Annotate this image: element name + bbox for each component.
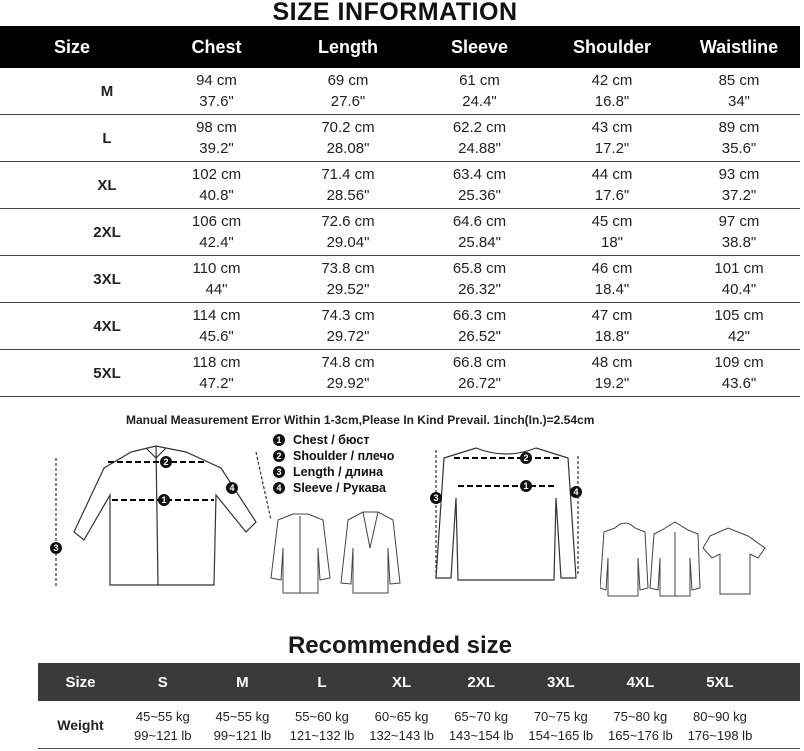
length-cell <box>283 70 413 112</box>
waist-inch: 43.6" <box>721 375 757 392</box>
rec-header-l: L <box>317 673 327 691</box>
waist-inch: 42" <box>727 328 750 345</box>
length-inch: 29.92" <box>326 375 370 392</box>
chest-cm: 98 cm <box>196 119 237 136</box>
sleeve-inch: 24.4" <box>462 93 497 110</box>
waist-inch: 34" <box>727 93 750 110</box>
shoulder-inch: 17.2" <box>594 140 630 157</box>
sleeve-cell <box>413 211 546 253</box>
shoulder-cm: 46 cm <box>591 260 633 277</box>
size-label: M <box>100 82 114 100</box>
waist-cell <box>678 352 800 394</box>
weight-kg: 60~65 kg <box>374 708 429 724</box>
header-chest: Chest <box>191 36 242 57</box>
table-row <box>0 303 800 350</box>
shoulder-inch: 18" <box>600 234 623 251</box>
waist-cell <box>678 117 800 159</box>
length-inch: 28.08" <box>326 140 370 157</box>
length-cell <box>283 258 413 300</box>
waist-cm: 101 cm <box>714 260 764 277</box>
page-title: SIZE INFORMATION <box>272 0 518 26</box>
sleeve-inch: 24.88" <box>458 140 501 157</box>
rec-header-5xl: 5XL <box>706 673 734 691</box>
length-cm: 74.3 cm <box>321 307 375 324</box>
table-row <box>0 209 800 256</box>
shirt-measurement-illustration <box>46 440 274 600</box>
shoulder-cell <box>546 352 678 394</box>
shoulder-cm: 47 cm <box>591 307 633 324</box>
length-cell <box>283 211 413 253</box>
chest-cell <box>150 305 283 347</box>
sleeve-cm: 61 cm <box>459 72 500 89</box>
waist-cell <box>678 164 800 206</box>
table-row <box>0 256 800 303</box>
marker-4-label: 4 <box>229 483 235 493</box>
legend-text: Shoulder / плечо <box>293 449 395 463</box>
rec-header-m: M <box>236 673 249 691</box>
marker-1-label: 1 <box>161 495 167 505</box>
weight-lb: 165~176 lb <box>608 727 673 743</box>
shoulder-cm: 43 cm <box>591 119 633 136</box>
weight-kg: 80~90 kg <box>693 708 747 724</box>
weight-lb: 143~154 lb <box>448 727 514 743</box>
number-2-icon: 2 <box>273 450 285 462</box>
garment-sketches <box>600 518 770 598</box>
size-label: 2XL <box>93 223 121 241</box>
header-length: Length <box>318 36 378 57</box>
sleeve-inch: 26.32" <box>458 281 501 298</box>
table-row <box>0 68 800 115</box>
shoulder-cm: 48 cm <box>591 354 633 371</box>
legend-item <box>273 432 394 448</box>
length-cm: 73.8 cm <box>321 260 375 277</box>
sleeve-cm: 63.4 cm <box>452 166 507 183</box>
legend-text: Length / длина <box>293 465 384 479</box>
waist-inch: 35.6" <box>721 140 757 157</box>
table-row <box>0 350 800 397</box>
rec-header-3xl: 3XL <box>547 673 575 691</box>
weight-kg: 70~75 kg <box>533 708 588 724</box>
waist-inch: 37.2" <box>721 187 757 204</box>
weight-lb: 99~121 lb <box>213 727 272 743</box>
shoulder-cm: 44 cm <box>591 166 633 183</box>
sleeve-inch: 25.84" <box>458 234 501 251</box>
table-row <box>0 162 800 209</box>
chest-cell <box>150 258 283 300</box>
length-cell <box>283 352 413 394</box>
shoulder-inch: 17.6" <box>594 187 630 204</box>
header-sleeve: Sleeve <box>450 36 509 57</box>
chest-cm: 114 cm <box>192 307 241 324</box>
length-inch: 29.52" <box>326 281 370 298</box>
waist-inch: 40.4" <box>721 281 757 298</box>
measurement-legend <box>273 432 394 496</box>
sleeve-cm: 66.8 cm <box>452 354 507 371</box>
rec-header-2xl: 2XL <box>467 673 495 691</box>
chest-inch: 45.6" <box>199 328 234 345</box>
shoulder-inch: 18.8" <box>594 328 630 345</box>
recommended-weight-row <box>38 703 800 749</box>
waist-cell <box>678 211 800 253</box>
recommended-size-title: Recommended size <box>287 632 513 659</box>
chest-inch: 37.6" <box>199 93 234 110</box>
length-cm: 74.8 cm <box>321 354 375 371</box>
weight-kg: 45~55 kg <box>135 708 190 724</box>
weight-cell <box>203 707 283 745</box>
chest-inch: 39.2" <box>199 140 234 157</box>
marker-4-label: 4 <box>573 487 579 497</box>
chest-cm: 94 cm <box>196 72 237 89</box>
sleeve-cell <box>413 164 546 206</box>
marker-2-label: 2 <box>163 457 169 467</box>
chest-inch: 44" <box>205 281 228 298</box>
marker-2-label: 2 <box>523 453 529 463</box>
weight-lb: 154~165 lb <box>528 727 594 743</box>
chest-cm: 110 cm <box>192 260 241 277</box>
waist-cell <box>678 70 800 112</box>
sleeve-cell <box>413 305 546 347</box>
shoulder-cm: 45 cm <box>591 213 633 230</box>
sleeve-inch: 26.72" <box>458 375 501 392</box>
length-cm: 71.4 cm <box>321 166 375 183</box>
waist-inch: 38.8" <box>721 234 757 251</box>
length-cm: 69 cm <box>327 72 369 89</box>
size-table-header <box>0 26 800 68</box>
shoulder-cell <box>546 164 678 206</box>
shoulder-cell <box>546 258 678 300</box>
marker-3-label: 3 <box>53 543 59 553</box>
sleeve-inch: 25.36" <box>458 187 501 204</box>
header-shoulder: Shoulder <box>572 36 651 57</box>
chest-cell <box>150 352 283 394</box>
legend-item <box>273 448 394 464</box>
chest-cm: 106 cm <box>191 213 242 230</box>
size-label: XL <box>97 176 117 194</box>
chest-cell <box>150 70 283 112</box>
chest-cell <box>150 211 283 253</box>
weight-kg: 75~80 kg <box>613 708 668 724</box>
waist-cm: 105 cm <box>714 307 764 324</box>
waist-cm: 109 cm <box>714 354 764 371</box>
sleeve-cell <box>413 117 546 159</box>
chest-inch: 47.2" <box>199 375 234 392</box>
sleeve-cm: 65.8 cm <box>452 260 507 277</box>
legend-item <box>273 464 394 480</box>
number-1-icon: 1 <box>273 434 285 446</box>
shoulder-cell <box>546 211 678 253</box>
shoulder-cm: 42 cm <box>591 72 633 89</box>
sleeve-cell <box>413 70 546 112</box>
sleeve-cell <box>413 352 546 394</box>
length-cm: 70.2 cm <box>321 119 375 136</box>
weight-cell <box>282 707 362 745</box>
sweater-measurement-illustration <box>426 438 594 588</box>
legend-text: Chest / бюст <box>293 433 370 447</box>
sleeve-cm: 62.2 cm <box>452 119 507 136</box>
waist-cm: 85 cm <box>718 72 760 89</box>
size-label: 4XL <box>93 317 121 335</box>
legend-text: Sleeve / Рукава <box>293 481 387 495</box>
waist-cm: 97 cm <box>718 213 760 230</box>
shoulder-cell <box>546 70 678 112</box>
length-inch: 29.04" <box>326 234 370 251</box>
sleeve-cm: 66.3 cm <box>452 307 507 324</box>
length-inch: 28.56" <box>326 187 370 204</box>
length-cell <box>283 164 413 206</box>
size-label: L <box>102 129 112 147</box>
weight-cell <box>680 707 760 745</box>
measurement-note: Manual Measurement Error Within 1-3cm,Please In Kind Prevail. 1inch(In.)=2.54cm <box>126 413 595 427</box>
weight-kg: 45~55 kg <box>215 708 270 724</box>
chest-cell <box>150 117 283 159</box>
shoulder-inch: 19.2" <box>594 375 630 392</box>
chest-inch: 40.8" <box>199 187 234 204</box>
weight-lb: 99~121 lb <box>134 727 192 743</box>
shoulder-cell <box>546 117 678 159</box>
weight-cell <box>521 707 601 745</box>
rec-header-xl: XL <box>391 673 412 691</box>
weight-lb: 132~143 lb <box>369 727 434 743</box>
sleeve-cell <box>413 258 546 300</box>
header-size: Size <box>54 36 91 57</box>
marker-3-label: 3 <box>433 493 439 503</box>
header-waistline: Waistline <box>699 36 779 57</box>
rec-header-s: S <box>157 673 168 691</box>
length-inch: 27.6" <box>330 93 366 110</box>
recommended-table-header <box>38 663 800 701</box>
weight-cell <box>601 707 681 745</box>
chest-cm: 118 cm <box>192 354 241 371</box>
sleeve-cm: 64.6 cm <box>452 213 507 230</box>
jacket-sketches <box>268 508 403 598</box>
chest-cm: 102 cm <box>191 166 242 183</box>
waist-cm: 89 cm <box>718 119 760 136</box>
length-cm: 72.6 cm <box>321 213 375 230</box>
number-4-icon: 4 <box>273 482 285 494</box>
shoulder-inch: 18.4" <box>594 281 630 298</box>
weight-kg: 55~60 kg <box>295 708 349 724</box>
table-row <box>0 115 800 162</box>
size-label: 5XL <box>93 364 121 382</box>
weight-cell <box>362 707 442 745</box>
waist-cm: 93 cm <box>718 166 760 183</box>
legend-item <box>273 480 394 496</box>
sleeve-inch: 26.52" <box>458 328 501 345</box>
weight-kg: 65~70 kg <box>454 708 509 724</box>
weight-cell <box>441 707 521 745</box>
weight-lb: 121~132 lb <box>289 727 355 743</box>
shoulder-inch: 16.8" <box>594 93 630 110</box>
weight-lb: 176~198 lb <box>687 727 753 743</box>
rec-header-size: Size <box>65 673 96 691</box>
weight-label: Weight <box>57 717 104 733</box>
rec-header-4xl: 4XL <box>626 673 655 691</box>
size-label: 3XL <box>93 270 121 288</box>
waist-cell <box>678 305 800 347</box>
length-inch: 29.72" <box>326 328 370 345</box>
length-cell <box>283 305 413 347</box>
chest-cell <box>150 164 283 206</box>
marker-1-label: 1 <box>523 481 529 491</box>
weight-cell <box>123 707 203 745</box>
waist-cell <box>678 258 800 300</box>
shoulder-cell <box>546 305 678 347</box>
length-cell <box>283 117 413 159</box>
number-3-icon: 3 <box>273 466 285 478</box>
size-table-body <box>0 68 800 397</box>
chest-inch: 42.4" <box>199 234 234 251</box>
